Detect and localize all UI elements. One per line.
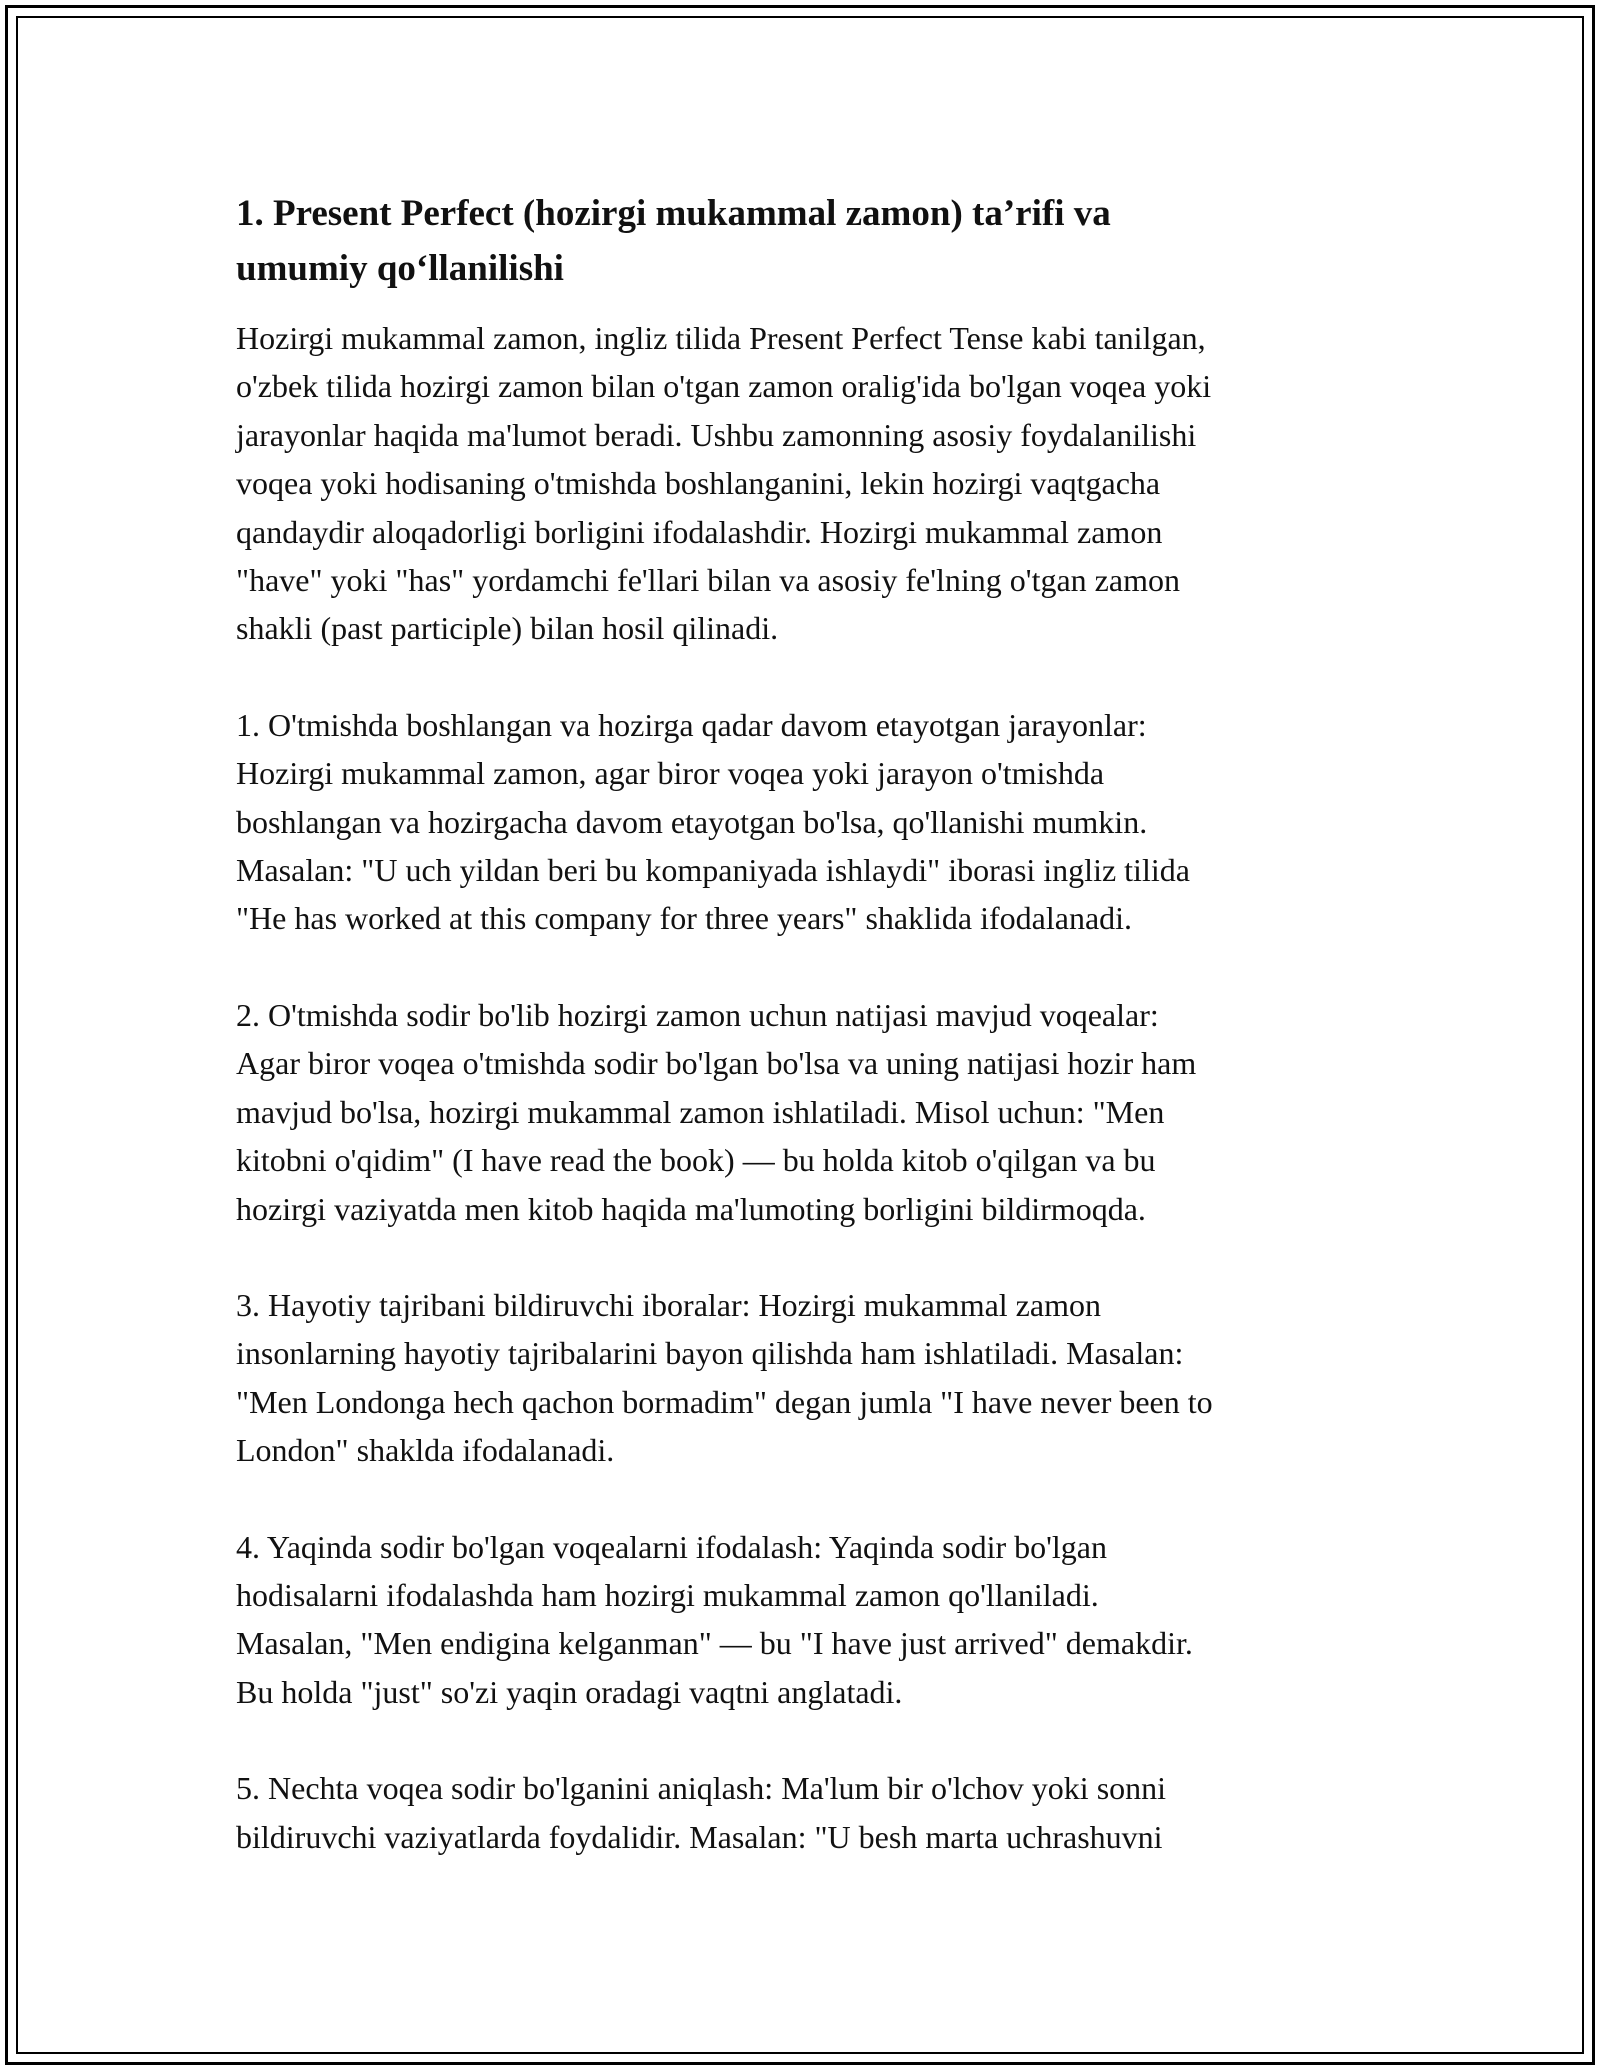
text-line: jarayonlar haqida ma'lumot beradi. Ushbu zamonning asosiy foydalanilishi <box>236 416 1197 453</box>
list-item-paragraph-4 <box>236 1523 1366 1717</box>
text-line: 5. Nechta voqea sodir bo'lganini aniqlash: Ma'lum bir o'lchov yoki sonni <box>236 1770 1167 1807</box>
text-line: Bu holda "just" so'zi yaqin oradagi vaqtni anglatadi. <box>236 1673 903 1710</box>
text-line: "have" yoki "has" yordamchi fe'llari bilan va asosiy fe'lning o'tgan zamon <box>236 562 1180 599</box>
text-line: 3. Hayotiy tajribani bildiruvchi iboralar: Hozirgi mukammal zamon <box>236 1286 1101 1323</box>
text-line: shakli (past participle) bilan hosil qilinadi. <box>236 610 779 647</box>
intro-paragraph <box>236 314 1366 653</box>
text-line: Hozirgi mukammal zamon, ingliz tilida Present Perfect Tense kabi tanilgan, <box>236 320 1206 356</box>
text-line: London" shaklda ifodalanadi. <box>236 1432 615 1469</box>
text-line: Masalan: "U uch yildan beri bu kompaniyada ishlaydi" iborasi ingliz tilida <box>236 852 1190 889</box>
text-line: Agar biror voqea o'tmishda sodir bo'lgan bo'lsa va uning natijasi hozir ham <box>236 1045 1197 1082</box>
text-line: kitobni o'qidim" (I have read the book) — bu holda kitob o'qilgan va bu <box>236 1142 1156 1179</box>
text-line: hodisalarni ifodalashda ham hozirgi mukammal zamon qo'llaniladi. <box>236 1576 1099 1613</box>
text-line: voqea yoki hodisaning o'tmishda boshlanganini, lekin hozirgi vaqtgacha <box>236 465 1161 502</box>
text-line: mavjud bo'lsa, hozirgi mukammal zamon ishlatiladi. Misol uchun: "Men <box>236 1093 1165 1130</box>
text-line: "He has worked at this company for three years" shaklida ifodalanadi. <box>236 900 1133 937</box>
text-line: "Men Londonga hech qachon bormadim" degan jumla "I have never been to <box>236 1383 1213 1420</box>
text-line: 4. Yaqinda sodir bo'lgan voqealarni ifodalash: Yaqinda sodir bo'lgan <box>236 1528 1107 1565</box>
text-line: hozirgi vaziyatda men kitob haqida ma'lumoting borligini bildirmoqda. <box>236 1190 1146 1227</box>
title-line: umumiy qo‘llanilishi <box>236 248 564 289</box>
text-line: qandaydir aloqadorligi borligini ifodalashdir. Hozirgi mukammal zamon <box>236 513 1163 550</box>
document-body <box>236 186 1366 1909</box>
text-line: boshlangan va hozirgacha davom etayotgan bo'lsa, qo'llanishi mumkin. <box>236 803 1148 840</box>
title-line: 1. Present Perfect (hozirgi mukammal zamon) ta’rifi va <box>236 193 1111 234</box>
text-line: 2. O'tmishda sodir bo'lib hozirgi zamon uchun natijasi mavjud voqealar: <box>236 996 1159 1033</box>
text-line: 1. O'tmishda boshlangan va hozirga qadar davom etayotgan jarayonlar: <box>236 706 1147 743</box>
list-item-paragraph-3 <box>236 1281 1366 1475</box>
text-line: insonlarning hayotiy tajribalarini bayon qilishda ham ishlatiladi. Masalan: <box>236 1335 1184 1372</box>
list-item-paragraph-2 <box>236 991 1366 1233</box>
document-title <box>236 186 1366 296</box>
list-item-paragraph-5 <box>236 1764 1366 1861</box>
text-line: Masalan, "Men endigina kelganman" — bu "I have just arrived" demakdir. <box>236 1625 1193 1662</box>
list-item-paragraph-1 <box>236 701 1366 943</box>
text-line: o'zbek tilida hozirgi zamon bilan o'tgan zamon oralig'ida bo'lgan voqea yoki <box>236 368 1212 405</box>
text-line: bildiruvchi vaziyatlarda foydalidir. Masalan: "U besh marta uchrashuvni <box>236 1818 1163 1855</box>
text-line: Hozirgi mukammal zamon, agar biror voqea yoki jarayon o'tmishda <box>236 755 1105 792</box>
